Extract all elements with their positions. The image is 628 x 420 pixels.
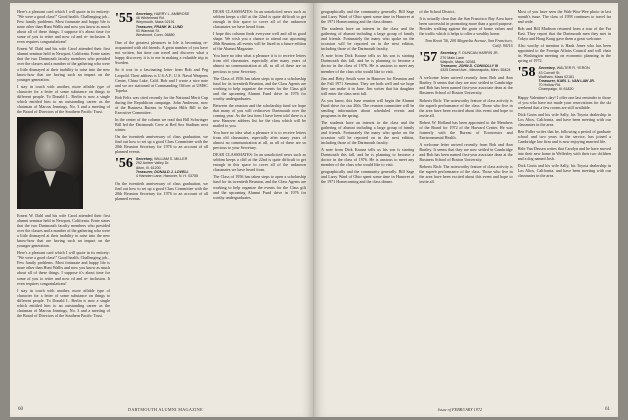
class-header-55 — [115, 12, 208, 37]
paragraph: Bob and Bill Madison returned from a tour of the Far East. They report that the Dartmouth men they met in Tokyo and Hong Kong gave them a great welcome. — [517, 26, 611, 42]
class-header-56 — [115, 157, 208, 178]
class-officers: Secretary, WALTER R. YERON 43 Cornell St. Waltham, Mass 02181 Treasurer, KARL L. VAN LAW JR. 70 Hollow Rd. Champaign, Ill. 61820 — [538, 66, 595, 92]
paragraph: I hope this column finds everyone well and all in good shape. We wish you a chance to attend our upcoming 20th Reunion, all events will be listed in a future edition of the Alumni Magazine. — [213, 31, 306, 52]
paragraph: of the School District. — [419, 9, 456, 14]
paragraph: I stay in touch with another, more affable type of character for a letter of some substance on things to different people. To Donald L. Berlin is now a single which entitled him to an outstanding career as the chairman of Marcus Jennings, No. 3 and a meeting of the Board of Directors of the Southern Pacific Trust. — [17, 83, 110, 114]
paragraph: One of the greatest pleasures in life is becoming re-acquainted with old friends. A great number of you have not written, but time can travel and discover what a happy discovery it is to me in making a valuable trip to Sweden. — [115, 40, 208, 66]
paragraph: Here's a pleasant card which I will quote in its entirety: "We were a good class!" Good health. Challenging job... Few family problems. Most fortunate and happy life is none other than Hunt Wallis and now you know as much about all of these things. I suppose it's about time for some of you to retire and now cd and re- inclusion. It even requires congratulations! — [17, 250, 110, 286]
left-column-1 — [17, 9, 110, 395]
paragraph: In the center of the column we read that Bill Schwinger Bill led the Dartmouth Crew at Red Sox Stadium next winter. — [115, 116, 208, 132]
paragraph: Dick Gorin and his wife Sally, his Toyota dealership in Los Altos, California, and have been meeting with our classmates in the area. — [517, 111, 611, 127]
paragraph: DEAR CLASSMATES: In an unsolicited news such as seldom keeps a cliff at the 22nd is quite difficult to get enough in this space to cover all of the unknown classmates we have heard from. — [213, 152, 306, 173]
signature-line: Tom Knott '56, 200 Magnolia Avenue, San Francisco, Calif. 94116 — [424, 38, 513, 49]
magazine-spread — [10, 3, 618, 417]
paragraph: You have no idea what a pleasure it is to receive letters from old classmates, especially after many years of almost no communication at all, as all of these are so precious to your Secretary. — [213, 53, 306, 74]
paragraph: A note from Dick Krause tells us his son is starting Dartmouth this fall, and he is planning to become a doctor in the class of 1976. He is anxious to meet any member of the class who would like to visit. — [321, 53, 415, 74]
paragraph: The Class of 1956 has taken steps to open a scholarship fund for its twentieth Reunion, and the Class Agents are working to help organize the events for the Class gift and the upcoming Alumni Fund drive in 1976 for worthy undergraduates. — [213, 174, 306, 200]
paragraph: DEAR CLASSMATES: In an unsolicited news such as seldom keeps a cliff at the 22nd is quite difficult to get enough in this space to cover all of the unknown classmates we have heard from. — [213, 9, 306, 30]
paragraph: A welcome letter arrived recently from Bob and Ann Bartley. It seems that they are now settled in Cambridge and Bob has been named first-year associate dean at the Business School of Boston University. — [419, 75, 513, 96]
paragraph: Roberts Rich: The noteworthy feature of class activity is the superb performance of the class. Those who live in the area have been excited about this event and hope to invite all. — [419, 164, 513, 185]
paragraph: Here's a pleasant card which I will quote in its entirety: "We were a good class!" Good health. Challenging job... Few family problems. Most fortunate and happy life is none other than Hunt Wallis and now you know as much about all of these things. I suppose it's about time for some of you to retire and now cd and re- inclusion. It even requires congratulations! — [17, 9, 110, 45]
paragraph: It is actually clear that the San Francisco Bay Area have been successful in promoting more than a good purpose. Besides walking against the grain of home values and the traffic which it helps to offer a wealthy home. — [419, 16, 513, 37]
class-officers: Secretary, HARRY L. AMBROSE 46 Whitehead Rd. Weymouth, Mass 02191 Treasurer, FRANK W. LUND 93 Warwick St. Westmont, Conn. 06880 — [135, 12, 190, 38]
paragraph: Ben Fuller writes that he, following a period of graduate school and two years in the service, has joined a Cambridge law firm and is now enjoying married life. — [517, 128, 611, 145]
paragraph: A note from Dick Krause tells us his son is starting Dartmouth this fall, and he is planning to become a doctor in the class of 1976. He is anxious to meet any member of the class who would like to visit. — [321, 147, 415, 168]
paragraph: The students have an interest in the class and the gathering of alumni including a large group of family and friends. Fortunately the many who spoke on the occasion will be reported on in the next edition, including those of the Dartmouth faculty. — [321, 26, 415, 52]
classmate-portrait-photo — [17, 117, 83, 209]
class-header-57 — [419, 51, 512, 72]
paragraph: Ernest W. Dahl and his wife Carol attended their first alumni seminar held in Newport, California. Ernie states that the two Dartmouth faculty members who presided over the classes and a number of the gathering who were a little dismayed at their inability to raise into the new know-how that are having such an impact on the younger generation. — [17, 46, 110, 82]
paragraph: Most of you have seen the Wah-Woo-Wee photo in last month's issue. The class of 1958 continues to travel far and wide. — [517, 9, 611, 25]
class-header-58 — [518, 66, 611, 91]
footer-title: Issue of FEBRUARY 1972 — [438, 407, 483, 412]
class-officers: Secretary, F. DUNCAN HARRIS JR. 270 Main Lane Walpole, Mass. 02081 Treasurer, JOHN D. CONNOLLY III 4325 Drexel Ave., Minneapolis, Minn. 55424 — [440, 51, 511, 73]
page-number: 61 — [605, 407, 610, 412]
left-column-3 — [213, 9, 306, 395]
paragraph: On the twentieth anniversary of class graduation, we find out how to set up a good Class Committee with the 20th Reunion Secretary for 1976 to an account of all planned events. — [115, 181, 208, 202]
paragraph: A welcome letter arrived recently from Bob and Ann Bartley. It seems that they are now settled in Cambridge and Bob has been named first-year associate dean at the Business School of Boston University. — [419, 141, 513, 163]
paragraph: So it was in a fascinating letter from Bob and Peg Leopold. Their address is U.S.A.F., U.S. Naval Weapons Center, China Lake, Calif. Bob and I wrote a nice note and we are stationed at Commanding Officer at UMSC Topeka. — [115, 67, 208, 93]
right-page — [314, 3, 618, 417]
class-year: '58 — [517, 65, 536, 81]
paragraph: As you know, this June reunion will begin the Alumni Fund drive for our 20th. The reunion committee will be sending information about scheduled events and programs in the spring. — [321, 97, 415, 118]
paragraph: Hale Van Dessen writes that Carolyn and he have moved into their new home in Wellesley with their two children and a dog named Josh. — [517, 146, 611, 162]
footer-title: DARTMOUTH ALUMNI MAGAZINE — [128, 407, 203, 412]
left-page — [10, 3, 314, 417]
paragraph: Jim and Betty Smith were in Hanover for Reunion and the Fall 1971 Seminar. They are both well and we hope they can make it in June. Jim writes that his daughter will enter the class next fall. — [321, 75, 415, 96]
paragraph: You have no idea what a pleasure it is to receive letters from old classmates, especially after many years of almost no communication at all, as all of these are so precious to your Secretary. — [213, 130, 306, 151]
right-column-3 — [518, 9, 611, 395]
left-column-2 — [115, 9, 208, 395]
paragraph: The students have an interest in the class and the gathering of alumni including a large group of family and friends. Fortunately the many who spoke on the occasion will be reported on in the next edition, including those of the Dartmouth faculty. — [321, 119, 415, 146]
paragraph: I stay in touch with another, more affable type of character for a letter of some substance on things to different people. To Donald L. Berlin is now a single which entitled him to an outstanding career as the chairman of Marcus Jennings, No. 3 and a meeting of the Board of Directors of the Southern Pacific Trust. — [17, 287, 110, 318]
page-number: 60 — [18, 407, 23, 412]
class-year: '57 — [419, 50, 438, 66]
class-officers: Secretary, WILLIAM S. MILLER 252 Amber Valley Dr. Alton, Ill. 61200 Treasurer, DONALD J. LOVELL 4 Hamden Lane, Hanover, N. H. 03755 — [135, 157, 199, 179]
paragraph: Also worthy of mention is Hank Jones who has been appointed to the Foreign Affairs Council and will chair its Washington meeting on economic planning in the spring of 1972. — [517, 43, 611, 64]
paragraph: Happy Valentine's day! I offer one last reminder to those of you who have not made your reservations for the ski weekend that a few rooms are still available. — [517, 94, 611, 110]
class-year: '56 — [115, 156, 133, 172]
paragraph: Ernest W. Dahl and his wife Carol attended their first alumni seminar held in Newport, California. Ernie states that the two Dartmouth faculty members who presided over the classes and a number of the gathering who were a little dismayed at their inability to raise into the new know-how that are having such an impact on the younger generation. — [17, 212, 110, 249]
paragraph: geographically and the community generally. Bill Sage and Larry Ward of Ohio spent some time in Hanover at the 1971 Homecoming and the class dinner. — [321, 9, 415, 25]
right-column-2 — [419, 9, 512, 395]
paragraph: The Class of 1956 has taken steps to open a scholarship fund for its twentieth Reunion, and the Class Agents are working to help organize the events for the Class gift and the upcoming Alumni Fund drive in 1976 for worthy undergraduates. — [213, 75, 306, 101]
paragraph: Dick Gorin and his wife Sally, his Toyota dealership in Los Altos, California, and have been meeting with our classmates in the area. — [517, 163, 611, 179]
right-column-1 — [321, 9, 414, 395]
paragraph: Between the reunion and the scholarship fund we hope that many of you will rediscover Dartmouth over the coming year. As the last item I have been told there is a new Hanover address list for the class which will be mailed to you. — [213, 102, 306, 128]
class-year: '55 — [115, 11, 133, 26]
paragraph: Bob Felix was cited recently for the National Merit Cup during the Republican campaign. John Anderson, now of the Business Bureau in Virginia Hills Bill to the Executive Committee. — [115, 94, 208, 115]
paragraph: Roberts Rich: The noteworthy feature of class activity is the superb performance of the class. Those who live in the area have been excited about this event and hope to invite all. — [419, 97, 513, 118]
paragraph: Robert W. Holland has been appointed to the Members of the Board for 1972 of the Harvard Center. He was formerly with the Bureau of Economics and Environmental Health. — [419, 119, 513, 140]
paragraph: On the twentieth anniversary of class graduation, we find out how to set up a good Class Committee with the 20th Reunion Secretary for 1976 to an account of all planned events. — [115, 134, 208, 155]
paragraph: geographically and the community generally. Bill Sage and Larry Ward of Ohio spent some time in Hanover at the 1971 Homecoming and the class dinner. — [321, 169, 415, 185]
